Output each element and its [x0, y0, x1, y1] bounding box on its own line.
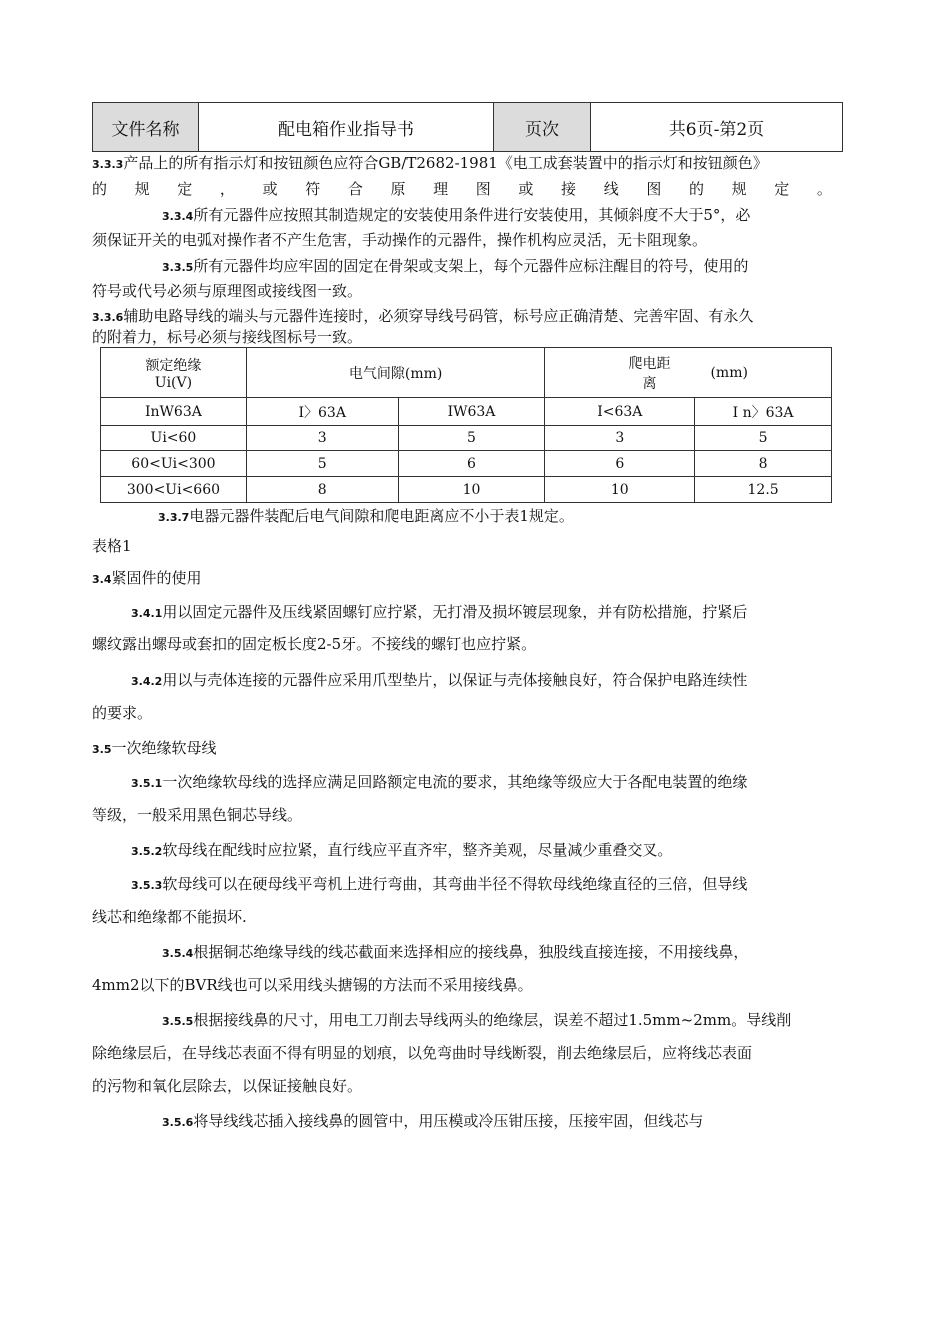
- spaced-char: 或: [518, 180, 534, 198]
- subheader-cell: I〉63A: [246, 398, 398, 426]
- clause-number: 3.3.5: [162, 261, 194, 274]
- spaced-char: 规: [731, 180, 747, 198]
- spaced-char: 符: [305, 180, 321, 198]
- spaced-char: 合: [347, 180, 363, 198]
- para-333-line2: [92, 179, 832, 199]
- clause-number: 3.5.4: [162, 947, 194, 960]
- section-35-heading: 3.5一次绝缘软母线: [92, 739, 217, 757]
- clause-number: 3.5.5: [162, 1015, 194, 1028]
- table-cell: 10: [398, 477, 545, 503]
- para-341-line1: 3.4.1用以固定元器件及压线紧固螺钉应拧紧，无打滑及损坏镀层现象，并有防松措施，拧紧后: [131, 603, 748, 621]
- table-row: [101, 451, 832, 477]
- spaced-char: 规: [134, 180, 150, 198]
- table-cell: 6: [398, 451, 545, 477]
- clause-number: 3.3.4: [162, 210, 194, 223]
- clause-number: 3.3.3: [92, 158, 124, 171]
- spaced-char: 定: [774, 180, 790, 198]
- section-number: 3.5: [92, 743, 112, 756]
- row-label: 300<Ui<660: [101, 477, 247, 503]
- table-cell: 5: [695, 426, 832, 451]
- table-row: [101, 426, 832, 451]
- spaced-char: 接: [561, 180, 577, 198]
- para-353-line1: 3.5.3软母线可以在硬母线平弯机上进行弯曲，其弯曲半径不得软母线绝缘直径的三倍，但导线: [131, 875, 748, 893]
- spaced-char: 的: [688, 180, 704, 198]
- para-352-line1: 3.5.2软母线在配线时应拉紧，直行线应平直齐牢，整齐美观，尽量减少重叠交叉。: [131, 841, 673, 859]
- spaced-char: 或: [262, 180, 278, 198]
- table-cell: 5: [398, 426, 545, 451]
- para-353-line2: 线芯和绝缘都不能损坏.: [92, 908, 247, 926]
- para-335-line1: 3.3.5所有元器件均应牢固的固定在骨架或支架上，每个元器件应标注醒目的符号，使用的: [162, 257, 749, 275]
- section-34-heading: 3.4紧固件的使用: [92, 569, 202, 587]
- para-355-line1: 3.5.5根据接线鼻的尺寸，用电工刀削去导线两头的绝缘层，误差不超过1.5mm~2mm。导线削: [162, 1011, 792, 1029]
- spaced-char: 理: [433, 180, 449, 198]
- spaced-char: 的: [92, 180, 108, 198]
- subheader-cell: InW63A: [101, 398, 247, 426]
- para-356-line1: 3.5.6将导线线芯插入接线鼻的圆管中，用压模或冷压钳压接，压接牢固，但线芯与: [162, 1112, 704, 1130]
- para-336-line1: 3.3.6辅助电路导线的端头与元器件连接时，必须穿导线号码管，标号应正确清楚、完善牢固、有永久: [92, 307, 754, 325]
- clause-number: 3.3.7: [158, 511, 190, 524]
- header-rated-insulation: 额定绝缘 Ui(V): [101, 348, 247, 398]
- para-333-line1: 3.3.3产品上的所有指示灯和按钮颜色应符合GB/T2682-1981《电工成套装置中的指示灯和按钮颜色》: [92, 154, 768, 172]
- subheader-cell: IW63A: [398, 398, 545, 426]
- subheader-cell: I<63A: [545, 398, 695, 426]
- page-value: 共6页-第2页: [668, 119, 765, 140]
- para-355-line3: 的污物和氧化层除去，以保证接触良好。: [92, 1077, 363, 1095]
- subheader-cell: I n〉63A: [695, 398, 832, 426]
- spaced-char: ，: [219, 180, 235, 198]
- para-334-line1: 3.3.4所有元器件应按照其制造规定的安装使用条件进行安装使用，其倾斜度不大于5°，必: [162, 206, 751, 224]
- table-cell: 12.5: [695, 477, 832, 503]
- para-336-line2: 的附着力，标号必须与接线图标号一致。: [92, 328, 363, 346]
- clause-number: 3.5.3: [131, 879, 163, 892]
- clause-number: 3.5.2: [131, 845, 163, 858]
- row-label: Ui<60: [101, 426, 247, 451]
- clause-number: 3.3.6: [92, 311, 124, 324]
- table-cell: 5: [246, 451, 398, 477]
- para-355-line2: 除绝缘层后，在导线芯表面不得有明显的划痕，以免弯曲时导线断裂，削去绝缘层后，应将线芯表面: [92, 1044, 753, 1062]
- header-creepage: 爬电距 离 (mm): [545, 348, 832, 398]
- clause-number: 3.4.2: [131, 675, 163, 688]
- clearance-table: [100, 347, 832, 503]
- para-351-line1: 3.5.1一次绝缘软母线的选择应满足回路额定电流的要求，其绝缘等级应大于各配电装置的绝缘: [131, 773, 748, 791]
- table-cell: 3: [246, 426, 398, 451]
- page-label: 页次: [494, 103, 591, 151]
- para-351-line2: 等级，一般采用黑色铜芯导线。: [92, 806, 303, 824]
- para-335-line2: 符号或代号必须与原理图或接线图一致。: [92, 282, 363, 300]
- para-341-line2: 螺纹露出螺母或套扣的固定板长度2-5牙。不接线的螺钉也应拧紧。: [92, 635, 537, 653]
- para-354-line1: 3.5.4根据铜芯绝缘导线的线芯截面来选择相应的接线鼻，独股线直接连接，不用接线鼻，: [162, 943, 749, 961]
- table-row: [101, 477, 832, 503]
- spaced-char: 图: [475, 180, 491, 198]
- spaced-char: 定: [177, 180, 193, 198]
- spaced-char: 图: [646, 180, 662, 198]
- clause-number: 3.5.1: [131, 777, 163, 790]
- table-cell: 8: [246, 477, 398, 503]
- table-cell: 8: [695, 451, 832, 477]
- para-342-line1: 3.4.2用以与壳体连接的元器件应采用爪型垫片，以保证与壳体接触良好，符合保护电路连续性: [131, 671, 748, 689]
- header-table: [92, 102, 843, 152]
- spaced-char: 线: [603, 180, 619, 198]
- clause-number: 3.4.1: [131, 607, 163, 620]
- table-cell: 10: [545, 477, 695, 503]
- row-label: 60<Ui<300: [101, 451, 247, 477]
- clause-number: 3.5.6: [162, 1116, 194, 1129]
- spaced-char: 原: [390, 180, 406, 198]
- para-337-line1: 3.3.7电器元器件装配后电气间隙和爬电距离应不小于表1规定。: [158, 507, 574, 525]
- para-342-line2: 的要求。: [92, 704, 153, 722]
- table-cell: 6: [545, 451, 695, 477]
- table-caption: 表格1: [92, 537, 132, 555]
- para-334-line2: 须保证开关的电弧对操作者不产生危害，手动操作的元器件，操作机构应灵活，无卡阻现象。: [92, 231, 708, 249]
- table-cell: 3: [545, 426, 695, 451]
- section-number: 3.4: [92, 573, 112, 586]
- para-354-line2: 4mm2以下的BVR线也可以采用线头搪锡的方法而不采用接线鼻。: [92, 976, 533, 994]
- header-clearance: 电气间隙(mm): [246, 348, 545, 398]
- doc-name-label: 文件名称: [93, 103, 199, 151]
- spaced-char: 。: [816, 180, 832, 198]
- doc-name-value: 配电箱作业指导书: [199, 103, 494, 151]
